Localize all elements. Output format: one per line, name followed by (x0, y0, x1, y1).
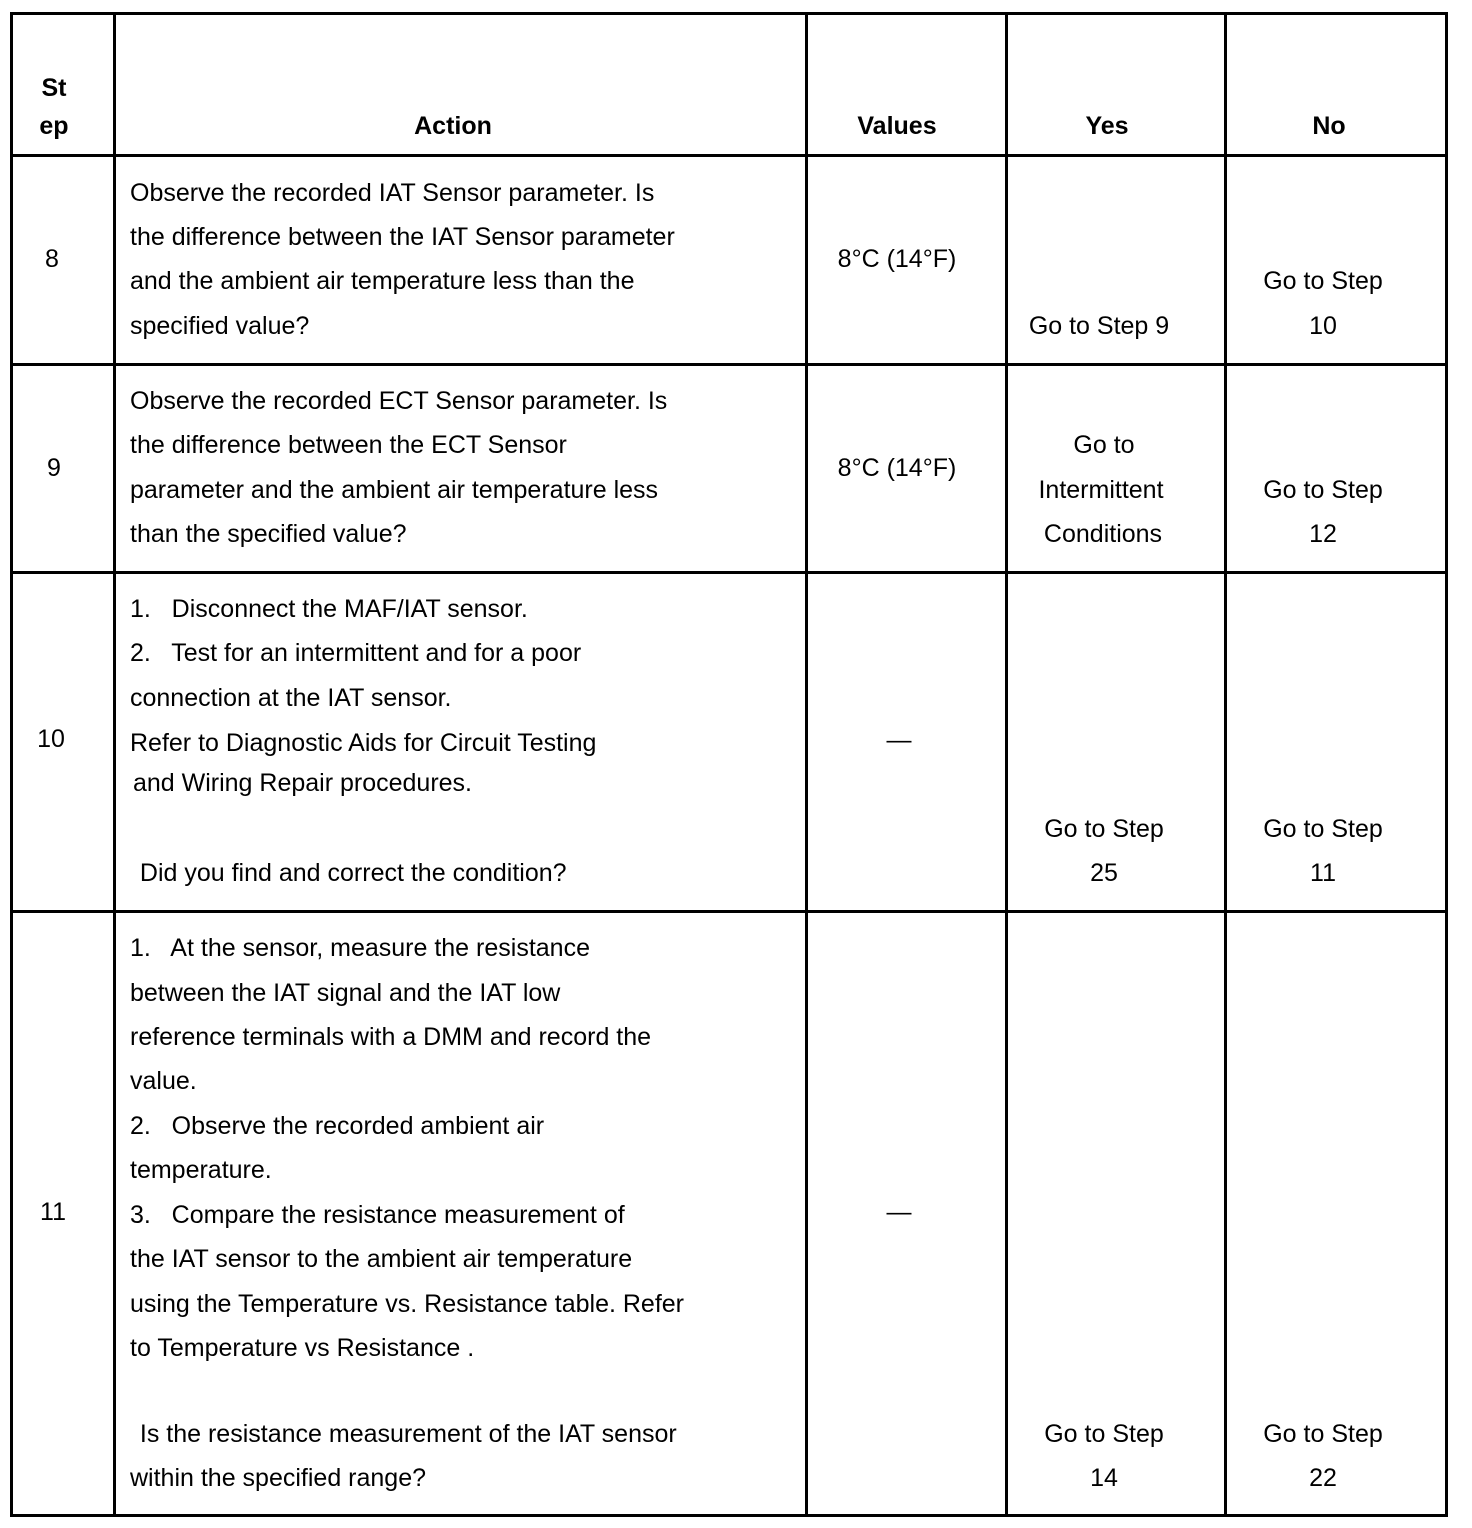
row-divider-9 (13, 571, 1445, 574)
row-divider-header (13, 154, 1445, 157)
no-cell: 10 (1309, 312, 1337, 340)
header-action: Action (414, 112, 492, 140)
action-line: and Wiring Repair procedures. (126, 769, 472, 797)
no-cell: 12 (1309, 520, 1337, 548)
action-line: the difference between the ECT Sensor (130, 431, 567, 459)
step-number: 11 (40, 1198, 66, 1226)
action-line: Refer to Diagnostic Aids for Circuit Testing (130, 729, 597, 757)
no-cell: Go to Step (1263, 815, 1383, 843)
no-cell: Go to Step (1263, 476, 1383, 504)
yes-cell: Conditions (1043, 520, 1163, 548)
row-divider-8 (13, 363, 1445, 366)
action-line: 2. Observe the recorded ambient air (130, 1112, 545, 1140)
action-line: Observe the recorded ECT Sensor parameter. Is (130, 387, 668, 415)
action-line: 3. Compare the resistance measurement of (130, 1201, 625, 1229)
action-line: within the specified range? (130, 1464, 427, 1492)
action-line: between the IAT signal and the IAT low (130, 979, 561, 1007)
value-cell: 8°C (14°F) (837, 245, 957, 273)
action-line: 2. Test for an intermittent and for a poor (130, 639, 582, 667)
header-yes: Yes (1085, 112, 1129, 140)
action-line: connection at the IAT sensor. (130, 684, 452, 712)
no-cell: 22 (1309, 1464, 1337, 1492)
action-line: the difference between the IAT Sensor parameter (130, 223, 675, 251)
yes-cell: Go to Step 9 (1028, 312, 1170, 340)
yes-cell: Go to Step (1044, 1420, 1164, 1448)
action-line: temperature. (130, 1156, 272, 1184)
action-line: Did you find and correct the condition? (126, 859, 567, 887)
yes-cell: 25 (1090, 859, 1118, 887)
header-step-line1: St (41, 74, 67, 102)
yes-cell: 14 (1090, 1464, 1118, 1492)
step-number: 10 (37, 725, 65, 753)
action-line: Observe the recorded IAT Sensor parameter. Is (130, 179, 655, 207)
col-divider-yes (1224, 15, 1227, 1514)
value-cell-dash: — (886, 1198, 912, 1226)
col-divider-step (113, 15, 116, 1514)
action-line: and the ambient air temperature less than the (130, 267, 635, 295)
no-cell: Go to Step (1263, 1420, 1383, 1448)
row-divider-10 (13, 910, 1445, 913)
action-line: than the specified value? (130, 520, 407, 548)
action-line: reference terminals with a DMM and record the (130, 1023, 652, 1051)
header-no: No (1312, 112, 1346, 140)
action-line: to Temperature vs Resistance . (130, 1334, 475, 1362)
action-line: parameter and the ambient air temperature less (130, 476, 659, 504)
action-line: specified value? (130, 312, 310, 340)
yes-cell: Go to (1073, 431, 1135, 459)
action-line: the IAT sensor to the ambient air temperature (130, 1245, 633, 1273)
yes-cell: Intermittent (1038, 476, 1164, 504)
value-cell: 8°C (14°F) (837, 454, 957, 482)
action-line: Is the resistance measurement of the IAT sensor (126, 1420, 677, 1448)
value-cell-dash: — (886, 726, 912, 754)
no-cell: 11 (1310, 859, 1336, 887)
step-number: 9 (47, 454, 61, 482)
step-number: 8 (45, 245, 59, 273)
action-line: 1. Disconnect the MAF/IAT sensor. (130, 595, 528, 623)
no-cell: Go to Step (1263, 267, 1383, 295)
col-divider-values (1005, 15, 1008, 1514)
action-line: using the Temperature vs. Resistance table. Refer (130, 1290, 684, 1318)
yes-cell: Go to Step (1044, 815, 1164, 843)
action-line: value. (130, 1067, 197, 1095)
header-step-line2: ep (39, 112, 69, 140)
header-values: Values (857, 112, 937, 140)
action-line: 1. At the sensor, measure the resistance (130, 934, 590, 962)
col-divider-action (805, 15, 808, 1514)
